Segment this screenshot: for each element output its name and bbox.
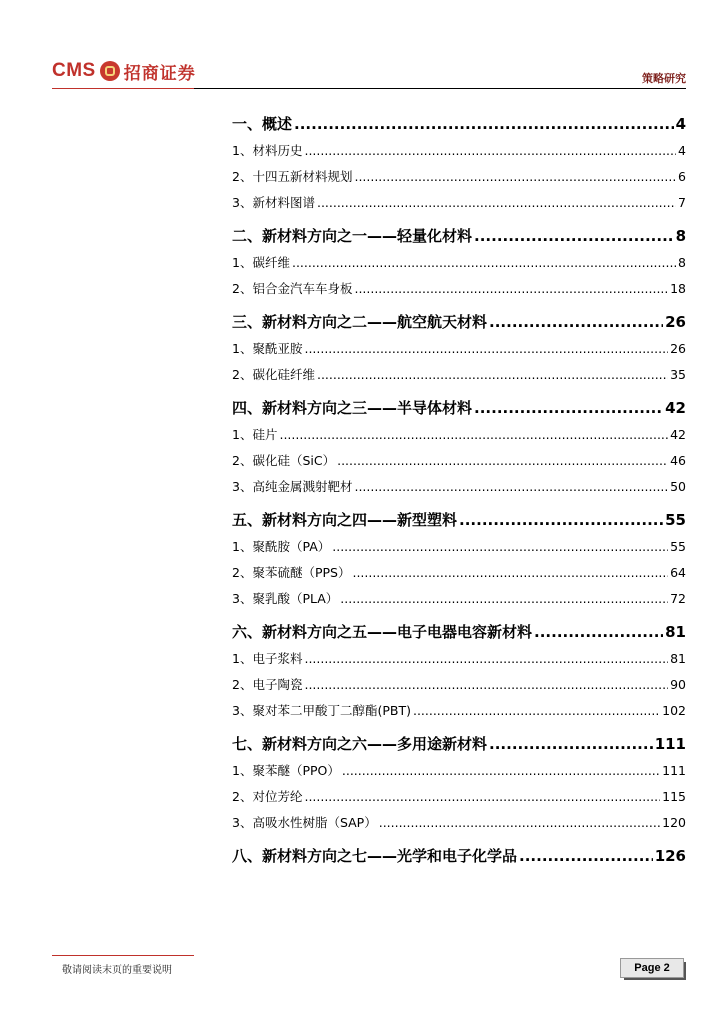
toc-subsection-number: 2、 <box>232 565 253 580</box>
toc-subsection-title: 高纯金属溅射靶材 <box>252 479 353 494</box>
toc-subsection-number: 2、 <box>232 367 253 382</box>
toc-section-number: 五、 <box>232 511 263 529</box>
toc-subsection-entry[interactable] <box>232 534 686 560</box>
toc-subsection-entry[interactable] <box>232 276 686 302</box>
toc-section-number: 七、 <box>232 735 263 753</box>
toc-leader-dots <box>354 164 676 190</box>
toc-page-number: 8 <box>678 255 686 270</box>
toc-subsection-title: 高吸水性树脂（SAP） <box>252 815 377 830</box>
toc-leader-dots <box>304 784 660 810</box>
toc-page-number: 111 <box>654 735 686 753</box>
toc-subsection-entry[interactable] <box>232 646 686 672</box>
footer-disclaimer-note: 敬请阅读末页的重要说明 <box>62 965 172 976</box>
toc-leader-dots <box>304 336 668 362</box>
toc-subsection-entry[interactable] <box>232 474 686 500</box>
toc-subsection-entry[interactable] <box>232 698 686 724</box>
table-of-contents <box>232 104 686 870</box>
toc-page-number: 4 <box>678 143 686 158</box>
toc-section-number: 八、 <box>232 847 263 865</box>
toc-subsection-entry[interactable] <box>232 362 686 388</box>
toc-leader-dots <box>413 698 660 724</box>
toc-leader-dots <box>354 276 668 302</box>
toc-leader-dots <box>474 222 674 250</box>
toc-subsection-entry[interactable] <box>232 422 686 448</box>
toc-leader-dots <box>474 394 663 422</box>
header-rule-accent <box>52 88 194 89</box>
toc-leader-dots <box>332 534 668 560</box>
toc-page-number: 55 <box>670 539 686 554</box>
toc-section-entry[interactable] <box>232 618 686 646</box>
toc-leader-dots <box>352 560 668 586</box>
toc-leader-dots <box>354 474 668 500</box>
toc-section-number: 三、 <box>232 313 263 331</box>
toc-subsection-entry[interactable] <box>232 336 686 362</box>
toc-subsection-number: 1、 <box>232 763 253 778</box>
toc-leader-dots <box>340 586 668 612</box>
toc-section-number: 四、 <box>232 399 263 417</box>
toc-page-number: 18 <box>670 281 686 296</box>
toc-page-number: 81 <box>670 651 686 666</box>
toc-section-number: 六、 <box>232 623 263 641</box>
toc-subsection-entry[interactable] <box>232 758 686 784</box>
toc-subsection-number: 1、 <box>232 341 253 356</box>
toc-subsection-number: 2、 <box>232 789 253 804</box>
toc-subsection-number: 2、 <box>232 169 253 184</box>
toc-leader-dots <box>279 422 668 448</box>
toc-subsection-title: 聚乳酸（PLA） <box>252 591 339 606</box>
toc-page-number: 111 <box>662 763 686 778</box>
toc-subsection-title: 电子浆料 <box>252 651 303 666</box>
toc-subsection-entry[interactable] <box>232 784 686 810</box>
toc-section-title: 新材料方向之四——新型塑料 <box>262 511 458 529</box>
toc-section-title: 新材料方向之七——光学和电子化学品 <box>262 847 518 865</box>
toc-subsection-number: 2、 <box>232 677 253 692</box>
toc-section-entry[interactable] <box>232 730 686 758</box>
toc-subsection-title: 碳化硅纤维 <box>252 367 315 382</box>
toc-subsection-title: 聚苯醚（PPO） <box>252 763 340 778</box>
toc-page-number: 126 <box>654 847 686 865</box>
toc-page-number: 42 <box>665 399 686 417</box>
toc-leader-dots <box>294 110 674 138</box>
toc-subsection-number: 3、 <box>232 703 253 718</box>
toc-subsection-number: 1、 <box>232 255 253 270</box>
toc-subsection-entry[interactable] <box>232 448 686 474</box>
toc-subsection-title: 十四五新材料规划 <box>252 169 353 184</box>
toc-subsection-number: 3、 <box>232 815 253 830</box>
toc-subsection-entry[interactable] <box>232 164 686 190</box>
toc-page-number: 102 <box>662 703 686 718</box>
toc-page-number: 4 <box>675 115 686 133</box>
toc-page-number: 90 <box>670 677 686 692</box>
toc-page-number: 26 <box>670 341 686 356</box>
toc-section-title: 新材料方向之一——轻量化材料 <box>262 227 473 245</box>
toc-page-number: 35 <box>670 367 686 382</box>
toc-page-number: 64 <box>670 565 686 580</box>
toc-subsection-title: 硅片 <box>252 427 278 442</box>
toc-leader-dots <box>519 842 653 870</box>
toc-section-number: 二、 <box>232 227 263 245</box>
logo-chinese-name: 招商证券 <box>123 63 196 84</box>
toc-subsection-title: 聚酰胺（PA） <box>252 539 331 554</box>
toc-subsection-title: 材料历史 <box>252 143 303 158</box>
toc-page-number: 42 <box>670 427 686 442</box>
toc-leader-dots <box>489 308 663 336</box>
toc-subsection-title: 碳化硅（SiC） <box>252 453 336 468</box>
toc-subsection-title: 新材料图谱 <box>252 195 315 210</box>
toc-leader-dots <box>304 646 668 672</box>
toc-subsection-entry[interactable] <box>232 190 686 216</box>
logo-text: CMS <box>52 60 96 81</box>
toc-leader-dots <box>292 250 676 276</box>
footer-rule <box>52 955 194 956</box>
toc-subsection-entry[interactable] <box>232 672 686 698</box>
toc-leader-dots <box>489 730 653 758</box>
toc-section-entry[interactable] <box>232 110 686 138</box>
toc-page-number: 50 <box>670 479 686 494</box>
company-logo <box>52 58 196 84</box>
toc-page-number: 115 <box>662 789 686 804</box>
toc-subsection-title: 聚酰亚胺 <box>252 341 303 356</box>
toc-section-title: 概述 <box>262 115 293 133</box>
toc-section-entry[interactable] <box>232 222 686 250</box>
toc-subsection-number: 1、 <box>232 143 253 158</box>
toc-leader-dots <box>459 506 663 534</box>
toc-page-number: 120 <box>662 815 686 830</box>
toc-subsection-number: 2、 <box>232 281 253 296</box>
toc-page-number: 55 <box>665 511 686 529</box>
toc-section-title: 新材料方向之五——电子电器电容新材料 <box>262 623 533 641</box>
toc-subsection-number: 1、 <box>232 539 253 554</box>
toc-leader-dots <box>304 672 668 698</box>
page-number-label: Page 2 <box>620 958 684 978</box>
toc-leader-dots <box>342 758 660 784</box>
toc-subsection-title: 聚对苯二甲酸丁二醇酯(PBT) <box>252 703 411 718</box>
toc-section-title: 新材料方向之六——多用途新材料 <box>262 735 488 753</box>
toc-leader-dots <box>337 448 668 474</box>
toc-subsection-entry[interactable] <box>232 810 686 836</box>
toc-subsection-entry[interactable] <box>232 586 686 612</box>
toc-page-number: 6 <box>678 169 686 184</box>
toc-section-title: 新材料方向之三——半导体材料 <box>262 399 473 417</box>
toc-section-entry[interactable] <box>232 842 686 870</box>
logo-badge-icon <box>100 61 120 81</box>
toc-page-number: 26 <box>665 313 686 331</box>
toc-section-entry[interactable] <box>232 394 686 422</box>
toc-subsection-number: 1、 <box>232 427 253 442</box>
toc-page-number: 7 <box>678 195 686 210</box>
toc-page-number: 8 <box>675 227 686 245</box>
header-rule <box>194 88 686 89</box>
toc-leader-dots <box>317 190 676 216</box>
toc-page-number: 46 <box>670 453 686 468</box>
toc-section-entry[interactable] <box>232 308 686 336</box>
toc-subsection-title: 电子陶瓷 <box>252 677 303 692</box>
toc-leader-dots <box>304 138 676 164</box>
toc-leader-dots <box>534 618 663 646</box>
toc-subsection-title: 铝合金汽车车身板 <box>252 281 353 296</box>
toc-section-entry[interactable] <box>232 506 686 534</box>
toc-subsection-number: 3、 <box>232 591 253 606</box>
toc-section-number: 一、 <box>232 115 263 133</box>
toc-subsection-number: 3、 <box>232 195 253 210</box>
toc-section-title: 新材料方向之二——航空航天材料 <box>262 313 488 331</box>
toc-subsection-number: 2、 <box>232 453 253 468</box>
toc-subsection-number: 3、 <box>232 479 253 494</box>
toc-subsection-title: 聚苯硫醚（PPS） <box>252 565 351 580</box>
toc-subsection-title: 碳纤维 <box>252 255 290 270</box>
toc-subsection-number: 1、 <box>232 651 253 666</box>
toc-leader-dots <box>317 362 668 388</box>
toc-subsection-entry[interactable] <box>232 250 686 276</box>
toc-page-number: 81 <box>665 623 686 641</box>
toc-leader-dots <box>379 810 660 836</box>
toc-subsection-title: 对位芳纶 <box>252 789 303 804</box>
toc-subsection-entry[interactable] <box>232 560 686 586</box>
toc-subsection-entry[interactable] <box>232 138 686 164</box>
toc-page-number: 72 <box>670 591 686 606</box>
section-tag: 策略研究 <box>642 72 686 85</box>
